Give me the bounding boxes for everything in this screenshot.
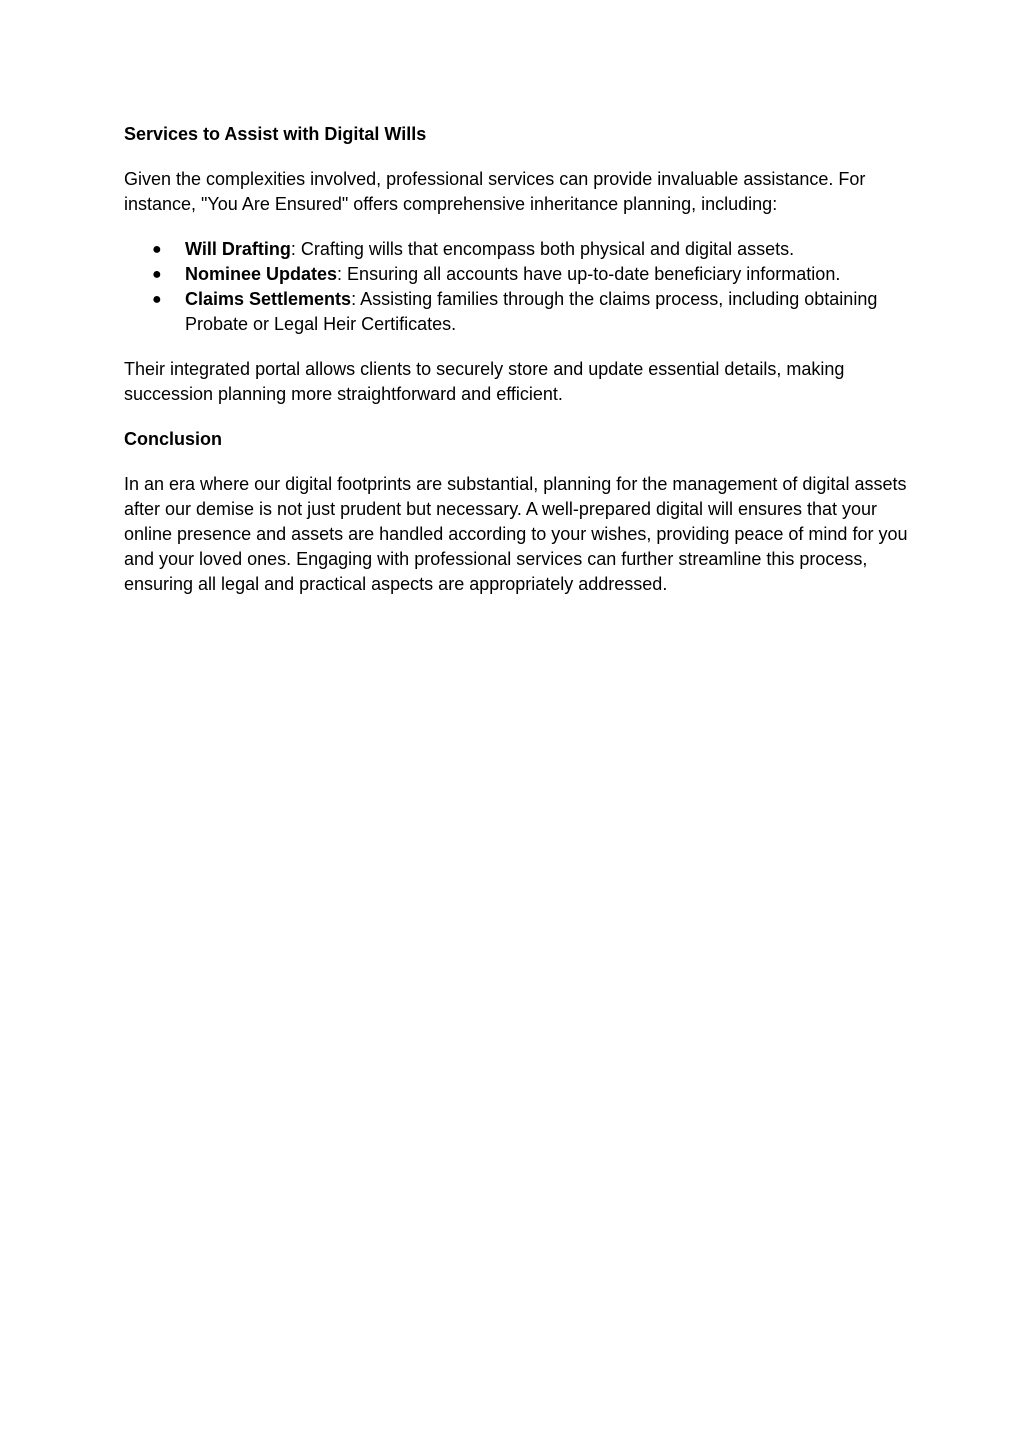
service-description: : Assisting families through the claims process, including obtaining Probate or Legal Heir Certificates. bbox=[185, 289, 878, 334]
service-description: : Ensuring all accounts have up-to-date beneficiary information. bbox=[337, 264, 841, 284]
list-item bbox=[124, 287, 914, 337]
conclusion-paragraph: In an era where our digital footprints are substantial, planning for the management of digital assets after our demise is not just prudent but necessary. A well-prepared digital will ensures that your online presence and assets are handled according to your wishes, providing peace of mind for you and your loved ones. Engaging with professional services can further streamline this process, ensuring all legal and practical aspects are appropriately addressed. bbox=[124, 474, 908, 594]
service-term: Will Drafting bbox=[185, 239, 291, 259]
document-page bbox=[124, 122, 914, 597]
services-intro-paragraph: Given the complexities involved, professional services can provide invaluable assistance. For instance, "You Are Ensured" offers comprehensive inheritance planning, including: bbox=[124, 169, 866, 214]
service-term: Nominee Updates bbox=[185, 264, 338, 284]
services-list bbox=[124, 237, 914, 337]
service-description: : Crafting wills that encompass both physical and digital assets. bbox=[290, 239, 795, 259]
section-heading-conclusion: Conclusion bbox=[124, 429, 222, 449]
list-item bbox=[124, 262, 914, 287]
bullet-icon: ● bbox=[152, 291, 162, 308]
list-item bbox=[124, 237, 914, 262]
services-outro-paragraph: Their integrated portal allows clients to securely store and update essential details, making succession planning more straightforward and efficient. bbox=[124, 359, 845, 404]
bullet-icon: ● bbox=[152, 241, 162, 258]
service-term: Claims Settlements bbox=[185, 289, 352, 309]
section-heading-services: Services to Assist with Digital Wills bbox=[124, 124, 427, 144]
bullet-icon: ● bbox=[152, 266, 162, 283]
